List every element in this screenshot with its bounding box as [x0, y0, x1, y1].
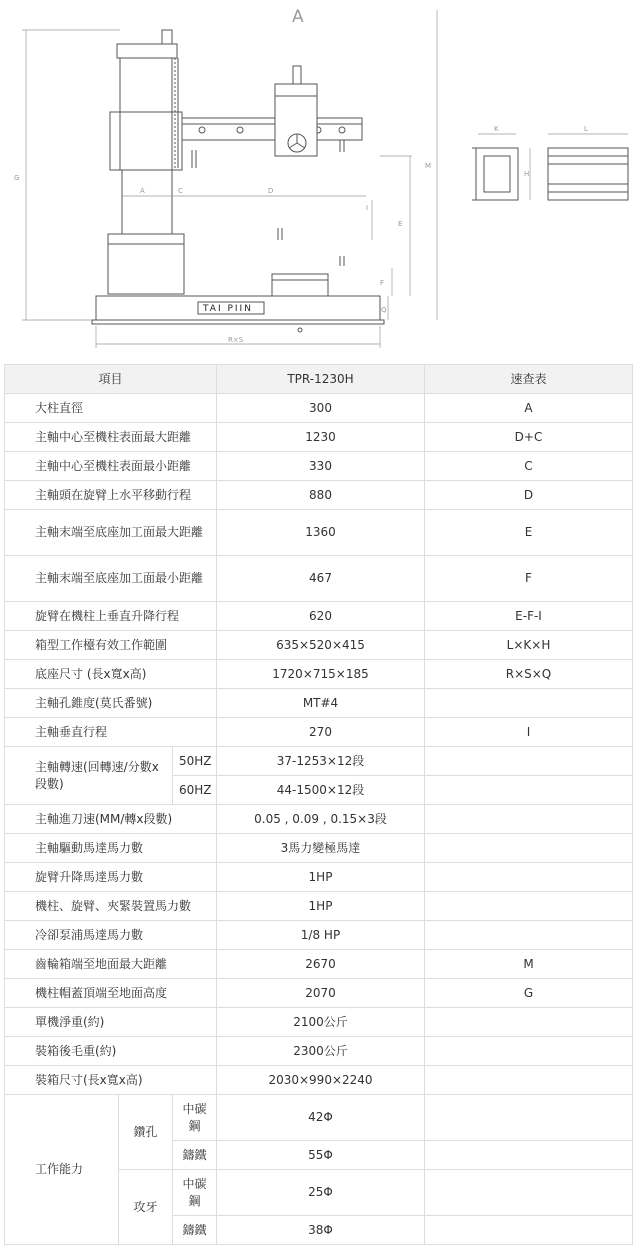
table-row-speed-60hz: 60HZ 44-1500×12段 — [5, 776, 633, 805]
table-row: 裝箱後毛重(約) 2300公斤 — [5, 1037, 633, 1066]
dim-label-a: A — [140, 187, 145, 195]
capacity-label: 工作能力 — [5, 1095, 119, 1245]
spec-table — [4, 364, 633, 1245]
dim-label-i: I — [366, 204, 369, 212]
header-model: TPR-1230H — [217, 365, 425, 394]
dim-label-q: Q — [381, 306, 387, 314]
dim-label-rxs: R×S — [228, 336, 244, 344]
table-row: 齒輪箱端至地面最大距離 2670 M — [5, 950, 633, 979]
table-row: 主軸驅動馬達馬力數 3馬力變極馬達 — [5, 834, 633, 863]
dim-label-l: L — [584, 125, 588, 133]
table-row: 機柱、旋臂、夾緊裝置馬力數 1HP — [5, 892, 633, 921]
spindle-head — [275, 84, 317, 156]
dim-label-m: M — [425, 162, 432, 170]
dim-label-f: F — [380, 279, 385, 287]
brand-text: TAI PIIN — [203, 304, 253, 314]
table-row: 旋臂升降馬達馬力數 1HP — [5, 863, 633, 892]
table-row: 主軸進刀速(MM/轉x段數) 0.05 , 0.09 , 0.15×3段 — [5, 805, 633, 834]
table-row: 主軸末端至底座加工面最大距離 1360 E — [5, 510, 633, 556]
column-lower — [122, 170, 172, 234]
dim-label-h: H — [524, 170, 530, 178]
dim-label-e: E — [398, 220, 403, 228]
table-row: 旋臂在機柱上垂直升降行程 620 E-F-I — [5, 602, 633, 631]
table-row-speed-50hz: 主軸轉速(回轉速/分數x段數) 50HZ 37-1253×12段 — [5, 747, 633, 776]
table-row-capacity-tap-carbon: 攻牙 中碳鋼 25Φ — [5, 1170, 633, 1216]
table-row: 機柱帽蓋頂端至地面高度 2070 G — [5, 979, 633, 1008]
table-row-capacity-drill-carbon: 工作能力 鑽孔 中碳鋼 42Φ — [5, 1095, 633, 1141]
table-row-capacity-tap-cast: 鑄鐵 38Φ — [5, 1216, 633, 1245]
motor-top — [293, 66, 301, 84]
table-row: 主軸垂直行程 270 I — [5, 718, 633, 747]
dim-label-k: K — [494, 125, 499, 133]
dim-label-d: D — [268, 187, 274, 195]
column-cap-knob — [162, 30, 172, 44]
speed-label: 主軸轉速(回轉速/分數x段數) — [5, 747, 173, 805]
dim-label-c: C — [178, 187, 183, 195]
table-row: 主軸末端至底座加工面最小距離 467 F — [5, 556, 633, 602]
machine-dimension-drawing — [0, 0, 636, 362]
work-table — [272, 274, 328, 296]
dim-label-g: G — [14, 174, 20, 182]
table-row: 主軸頭在旋臂上水平移動行程 880 D — [5, 481, 633, 510]
arm-sleeve — [110, 112, 182, 170]
column-cap — [117, 44, 177, 58]
table-row: 主軸中心至機柱表面最小距離 330 C — [5, 452, 633, 481]
table-row: 底座尺寸 (長x寬x高) 1720×715×185 R×S×Q — [5, 660, 633, 689]
table-row: 裝箱尺寸(長x寬x高) 2030×990×2240 — [5, 1066, 633, 1095]
table-row: 單機淨重(約) 2100公斤 — [5, 1008, 633, 1037]
column-upper — [120, 58, 172, 170]
header-quick-ref: 速查表 — [425, 365, 633, 394]
table-row: 主軸中心至機柱表面最大距離 1230 D+C — [5, 423, 633, 452]
table-row: 冷卻泵浦馬達馬力數 1/8 HP — [5, 921, 633, 950]
table-row: 箱型工作檯有效工作範圍 635×520×415 L×K×H — [5, 631, 633, 660]
capacity-tap-label: 攻牙 — [119, 1170, 173, 1245]
capacity-drill-label: 鑽孔 — [119, 1095, 173, 1170]
table-header-row — [5, 365, 633, 394]
table-row: 主軸孔錐度(莫氏番號) MT#4 — [5, 689, 633, 718]
header-item: 項目 — [5, 365, 217, 394]
column-base — [108, 234, 184, 294]
dim-label-a-top: A — [292, 7, 304, 27]
table-row-capacity-drill-cast: 鑄鐵 55Φ — [5, 1141, 633, 1170]
table-row: 大柱直徑 300 A — [5, 394, 633, 423]
radial-arm — [182, 118, 362, 140]
